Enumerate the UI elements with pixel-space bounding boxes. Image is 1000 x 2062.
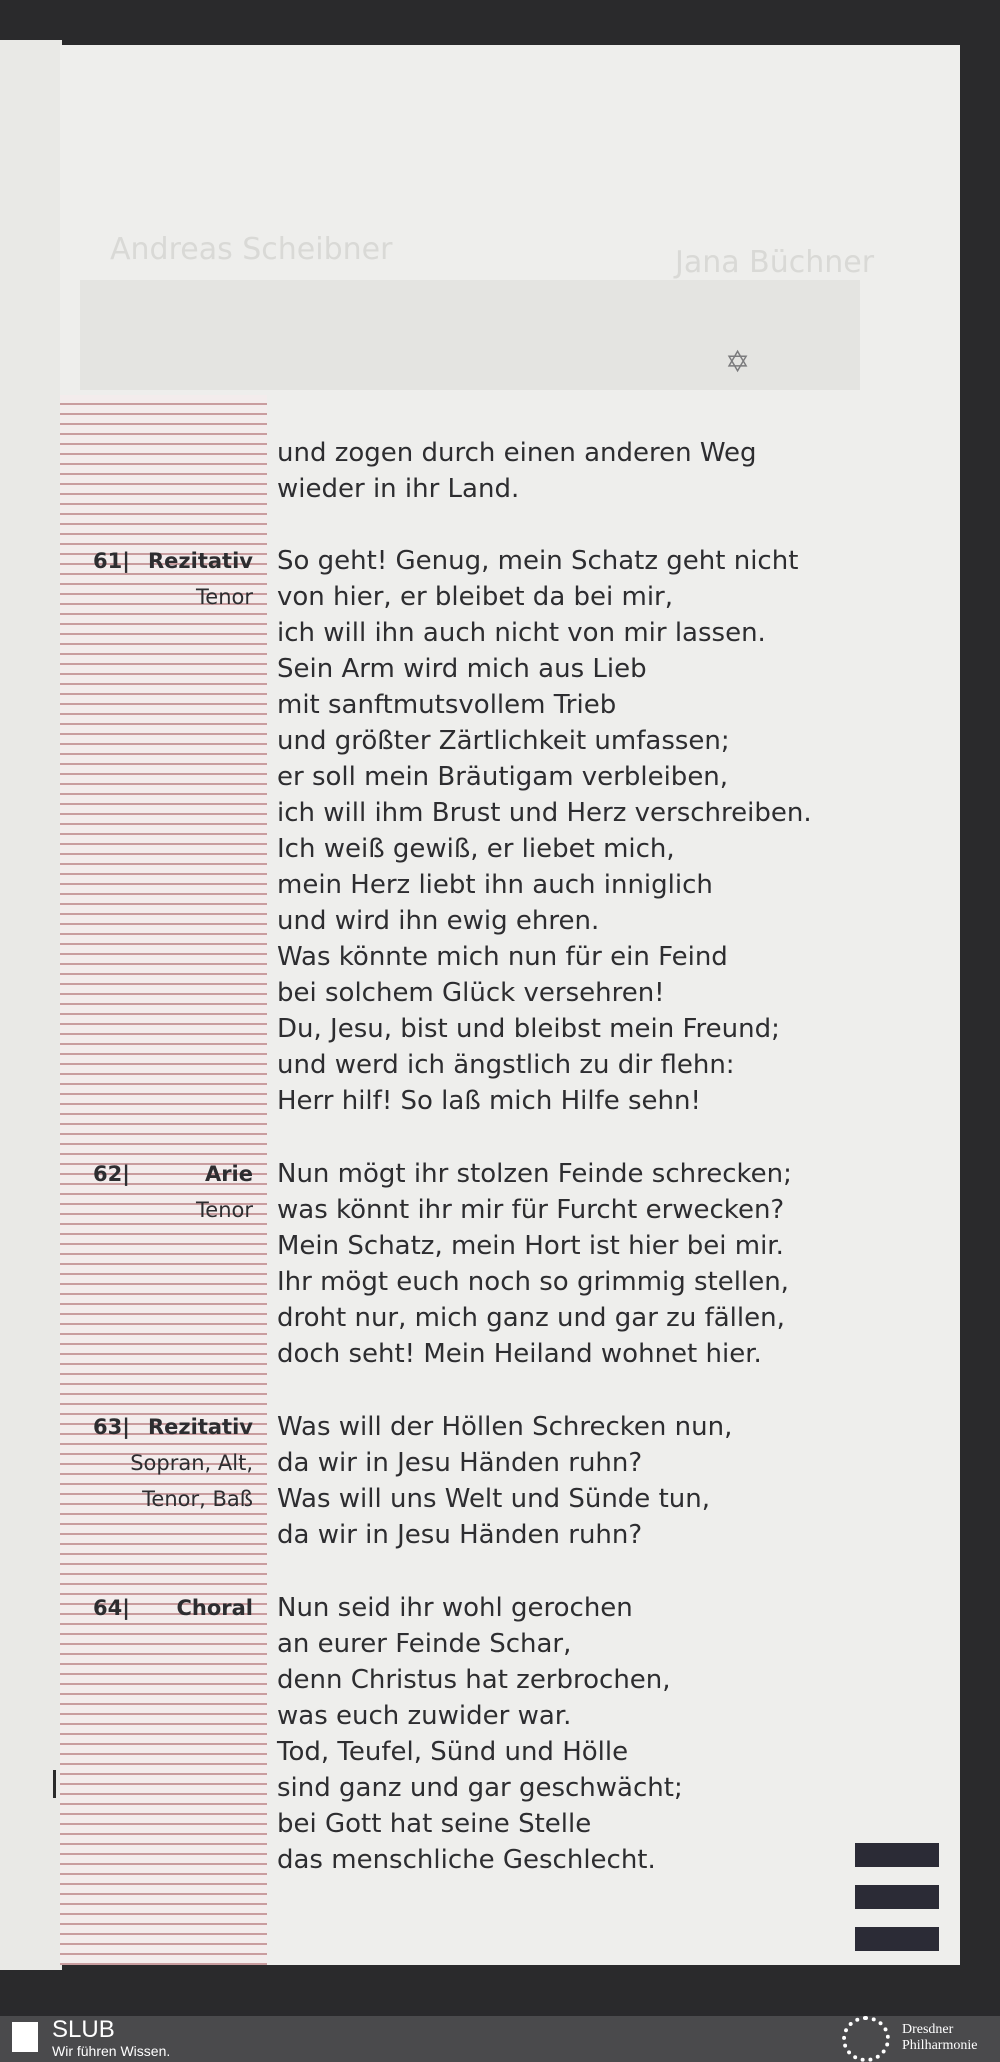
movement-4-line: an eurer Feinde Schar, [277,1629,572,1659]
movement-2-line: Nun mögt ihr stolzen Feinde schrecken; [277,1159,792,1189]
movement-type: Rezitativ [148,1415,253,1439]
movement-4-line: Tod, Teufel, Sünd und Hölle [277,1737,629,1767]
movement-voice: Tenor [196,585,253,609]
movement-1-line: Was könnte mich nun für ein Feind [277,942,728,972]
movement-type: Arie [204,1162,253,1186]
slub-name: SLUB [52,2016,115,2043]
philharmonie-name [902,2022,977,2054]
movement-2-line: droht nur, mich ganz und gar zu fällen, [277,1303,785,1333]
movement-voice: Tenor, Baß [142,1487,253,1511]
intro-line: und zogen durch einen anderen Weg [277,438,757,468]
movement-1-line: Du, Jesu, bist und bleibst mein Freund; [277,1014,780,1044]
movement-1-line: mein Herz liebt ihn auch inniglich [277,870,713,900]
star-ornament-icon: ✡ [725,345,751,380]
philharmonie-logo-icon [842,2016,890,2062]
movement-2-line: Mein Schatz, mein Hort ist hier bei mir. [277,1231,784,1261]
movement-2-line: was könnt ihr mir für Furcht erwecken? [277,1195,785,1225]
movement-1-line: Herr hilf! So laß mich Hilfe sehn! [277,1086,701,1116]
page-marker-bar-1 [855,1843,939,1867]
edge-mark [53,1770,56,1798]
movement-1-line: mit sanftmutsvollem Trieb [277,690,617,720]
movement-4-line: sind ganz und gar geschwächt; [277,1773,683,1803]
movement-2-line: doch seht! Mein Heiland wohnet hier. [277,1339,762,1369]
movement-number: 61| [93,549,130,573]
philharmonie-name-line1: Dresdner [902,2022,954,2037]
movement-4-line: bei Gott hat seine Stelle [277,1809,592,1839]
movement-number: 62| [93,1162,130,1186]
movement-4-line: was euch zuwider war. [277,1701,572,1731]
movement-1-line: So geht! Genug, mein Schatz geht nicht [277,546,799,576]
movement-1-line: Sein Arm wird mich aus Lieb [277,654,647,684]
movement-voice: Tenor [196,1198,253,1222]
movement-1-line: ich will ihn auch nicht von mir lassen. [277,618,766,648]
slub-logo-icon [12,2022,38,2052]
movement-1-line: Ich weiß gewiß, er liebet mich, [277,834,675,864]
page-marker-bar-3 [855,1927,939,1951]
movement-voice: Sopran, Alt, [130,1451,253,1475]
movement-1-line: ich will ihm Brust und Herz verschreiben. [277,798,812,828]
movement-type: Rezitativ [148,549,253,573]
movement-1-line: von hier, er bleibet da bei mir, [277,582,674,612]
movement-number: 63| [93,1415,130,1439]
movement-3-line: da wir in Jesu Händen ruhn? [277,1448,643,1478]
page-marker-bar-2 [855,1885,939,1909]
show-through-right-name: Jana Büchner [675,245,875,280]
adjacent-page-edge [0,40,62,1970]
slub-tagline: Wir führen Wissen. [52,2043,171,2059]
movement-1-line: bei solchem Glück versehren! [277,978,665,1008]
show-through-left-name: Andreas Scheibner [110,232,393,267]
movement-3-line: da wir in Jesu Händen ruhn? [277,1520,643,1550]
movement-4-line: das menschliche Geschlecht. [277,1845,656,1875]
movement-type: Choral [176,1596,253,1620]
intro-line: wieder in ihr Land. [277,474,520,504]
movement-3-line: Was will uns Welt und Sünde tun, [277,1484,710,1514]
movement-4-line: Nun seid ihr wohl gerochen [277,1593,633,1623]
philharmonie-name-line2: Philharmonie [902,2038,978,2053]
movement-1-line: er soll mein Bräutigam verbleiben, [277,762,729,792]
movement-4-line: denn Christus hat zerbrochen, [277,1665,671,1695]
movement-3-line: Was will der Höllen Schrecken nun, [277,1412,733,1442]
movement-2-line: Ihr mögt euch noch so grimmig stellen, [277,1267,789,1297]
movement-1-line: und werd ich ängstlich zu dir flehn: [277,1050,735,1080]
movement-1-line: und größter Zärtlichkeit umfassen; [277,726,730,756]
movement-number: 64| [93,1596,130,1620]
movement-1-line: und wird ihn ewig ehren. [277,906,600,936]
